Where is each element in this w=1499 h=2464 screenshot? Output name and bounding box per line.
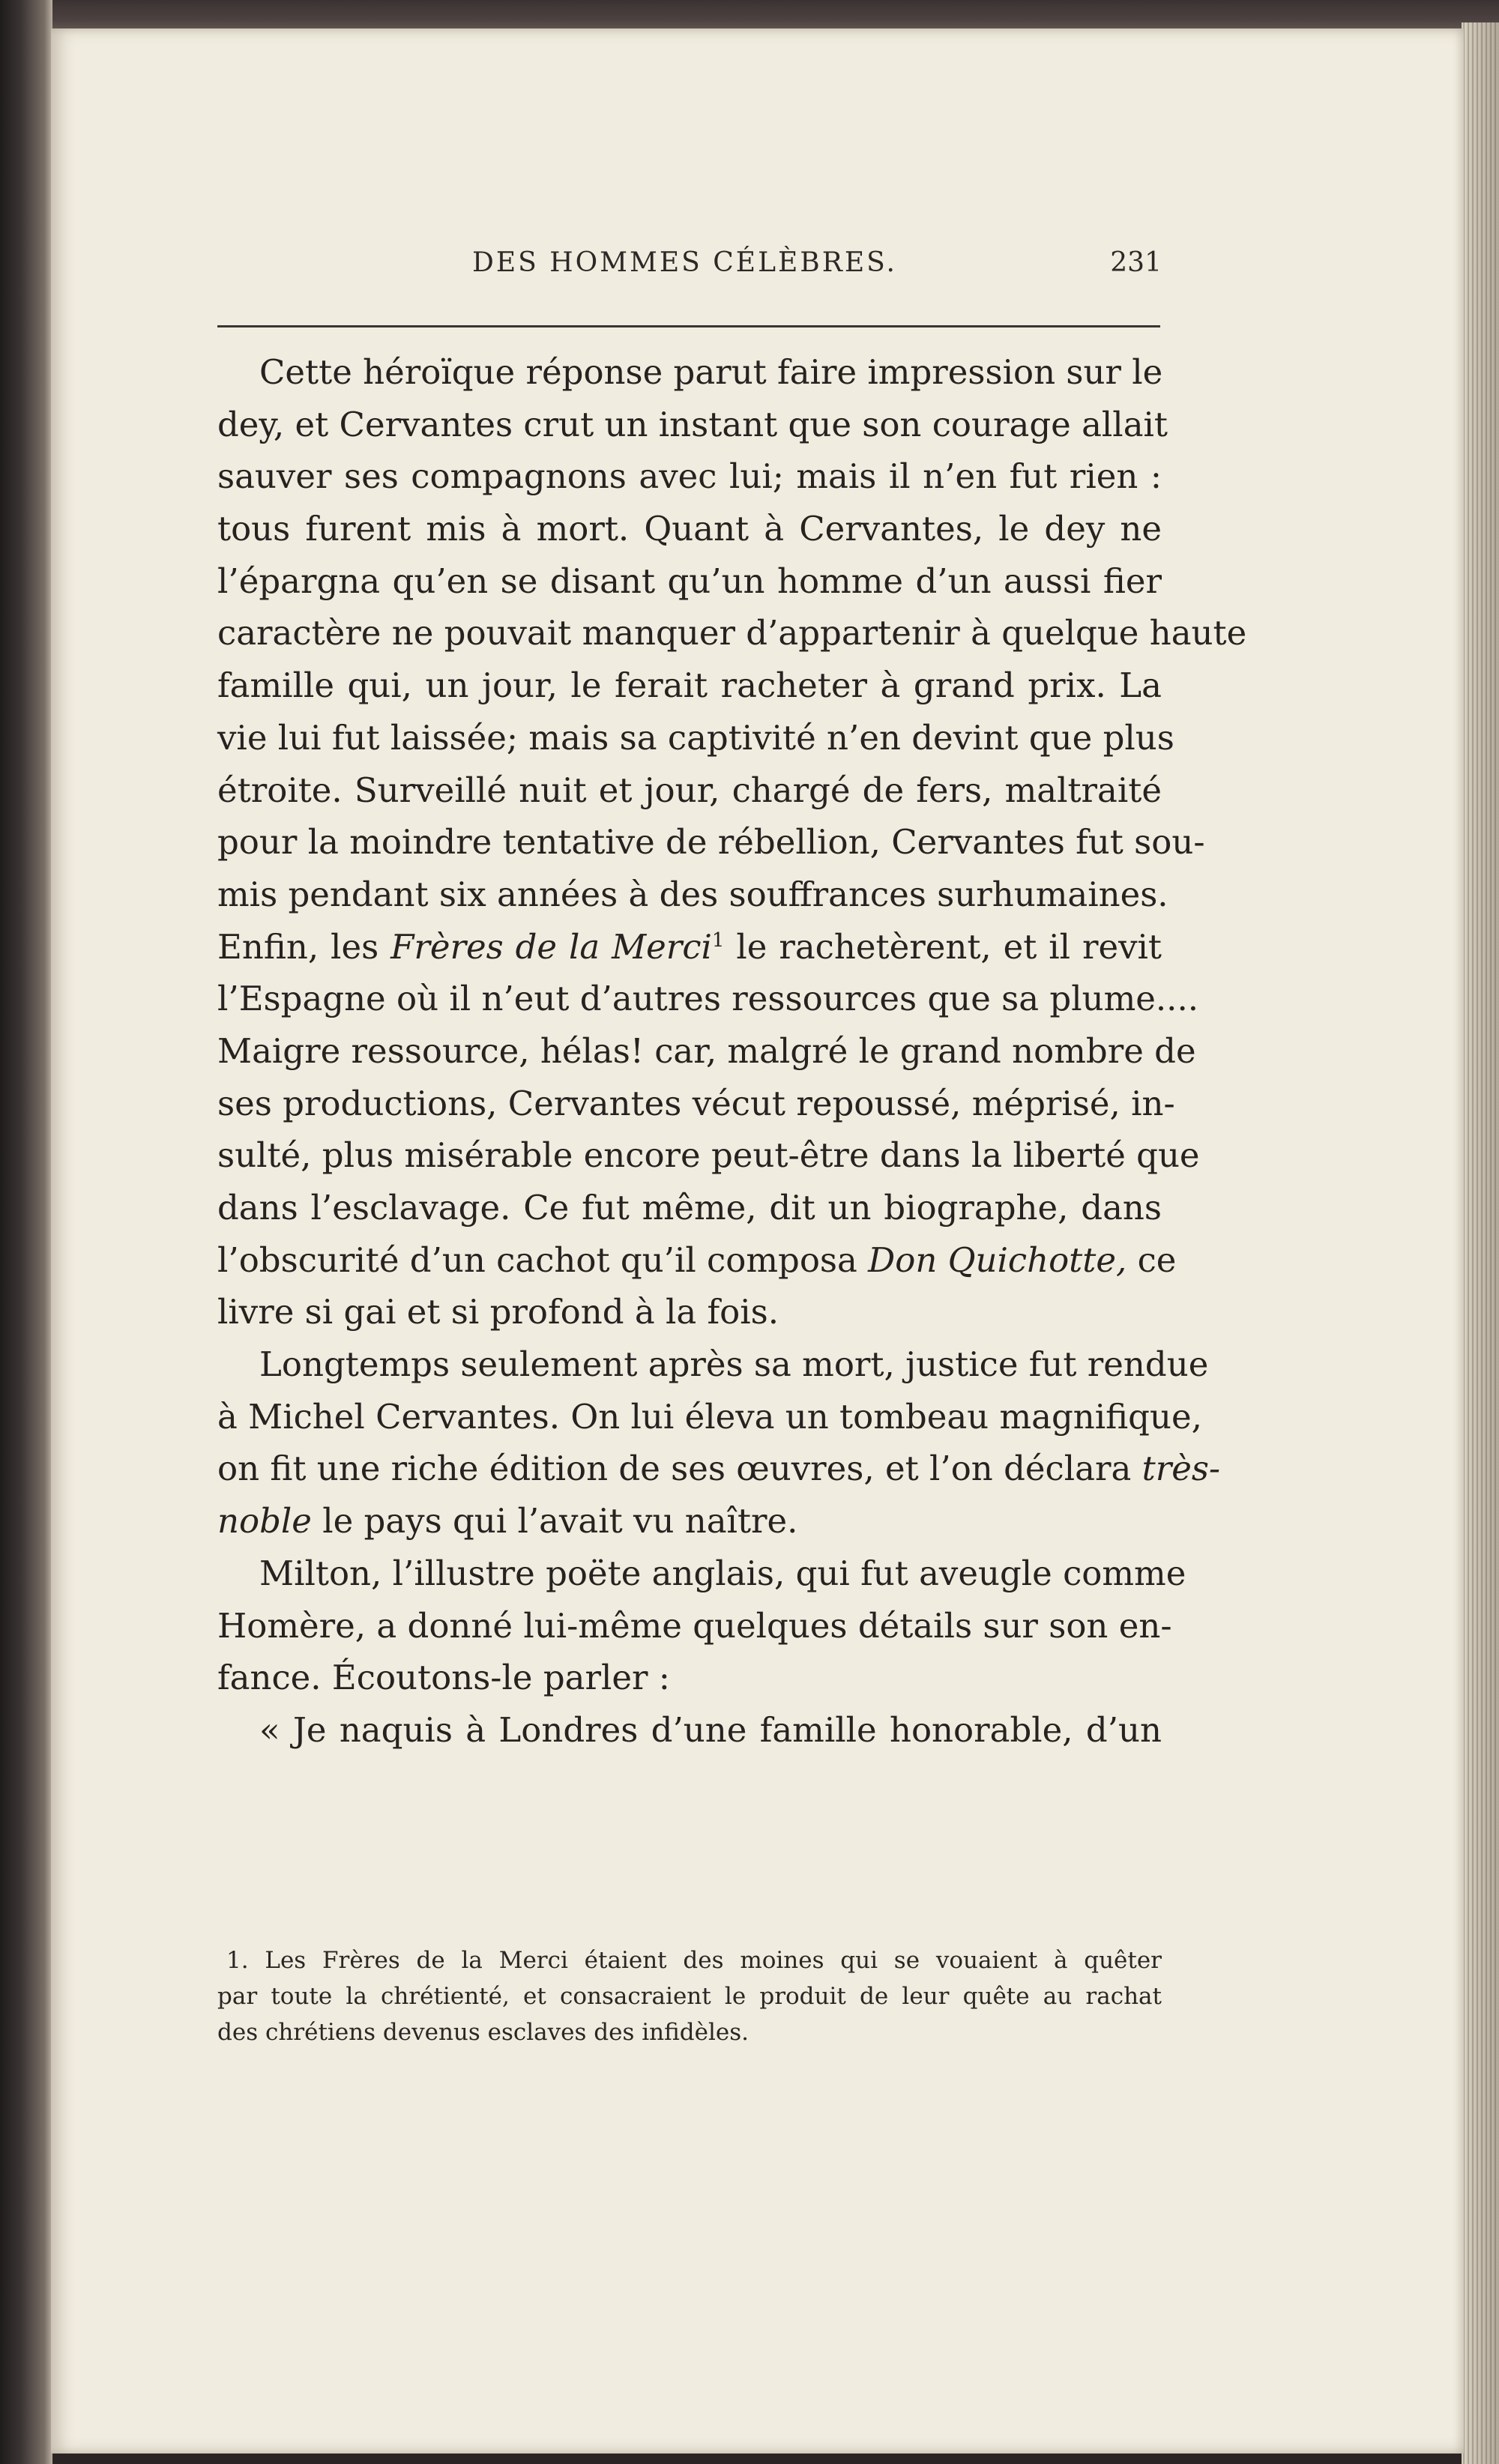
text-line: étroite. Surveillé nuit et jour, chargé de fers, maltraité bbox=[217, 770, 1162, 810]
text-line: caractère ne pouvait manquer d’appartenir à quelque haute bbox=[217, 613, 1247, 653]
text-line: dans l’esclavage. Ce fut même, dit un biographe, dans bbox=[217, 1188, 1162, 1228]
text-fragment: le pays qui l’avait vu naître. bbox=[322, 1501, 798, 1541]
page-edges bbox=[1462, 22, 1499, 2464]
text-line: « Je naquis à Londres d’une famille honorable, d’un bbox=[259, 1709, 1162, 1750]
text-line: livre si gai et si profond à la fois. bbox=[217, 1292, 779, 1332]
page-number: 231 bbox=[1110, 247, 1162, 278]
text-line: pour la moindre tentative de rébellion, Cervantes fut sou- bbox=[217, 822, 1205, 863]
text-line: Maigre ressource, hélas! car, malgré le grand nombre de bbox=[217, 1030, 1196, 1071]
left-cover-edge bbox=[0, 0, 52, 2464]
text-fragment: ce bbox=[1137, 1239, 1177, 1280]
running-head bbox=[217, 247, 1162, 292]
text-line: Homère, a donné lui-même quelques détails sur son en- bbox=[217, 1605, 1172, 1646]
text-fragment: l’obscurité d’un cachot qu’il composa bbox=[217, 1239, 857, 1280]
text-fragment: on fit une riche édition de ses œuvres, et l’on déclara bbox=[217, 1449, 1132, 1489]
italic-title: Frères de la Merci bbox=[390, 926, 712, 967]
text-line: Cette héroïque réponse parut faire impression sur le bbox=[259, 352, 1163, 392]
text-line bbox=[217, 1234, 1177, 1287]
text-line: vie lui fut laissée; mais sa captivité n’en devint que plus bbox=[217, 717, 1174, 758]
text-line: sulté, plus misérable encore peut-être dans la liberté que bbox=[217, 1135, 1200, 1176]
italic-word: noble bbox=[217, 1501, 312, 1541]
text-fragment: Enfin, les bbox=[217, 926, 379, 967]
running-title: DES HOMMES CÉLÈBRES. bbox=[472, 247, 897, 278]
text-line: ses productions, Cervantes vécut repoussé, méprisé, in- bbox=[217, 1083, 1175, 1123]
text-line: tous furent mis à mort. Quant à Cervantes, le dey ne bbox=[217, 509, 1162, 549]
text-line: l’épargna qu’en se disant qu’un homme d’un aussi fier bbox=[217, 561, 1162, 601]
footnote-line: des chrétiens devenus esclaves des infidèles. bbox=[217, 2019, 749, 2046]
text-line: mis pendant six années à des souffrances surhumaines. bbox=[217, 874, 1168, 914]
text-line: fance. Écoutons-le parler : bbox=[217, 1658, 670, 1698]
text-line: dey, et Cervantes crut un instant que son courage allait bbox=[217, 404, 1168, 444]
text-line bbox=[217, 921, 1162, 973]
body-text bbox=[217, 346, 1247, 1757]
footnote bbox=[217, 1942, 1162, 2050]
text-line: Milton, l’illustre poëte anglais, qui fut aveugle comme bbox=[259, 1553, 1186, 1593]
text-fragment: le rachetèrent, et il revit bbox=[736, 926, 1162, 967]
text-line: l’Espagne où il n’eut d’autres ressources que sa plume.... bbox=[217, 979, 1199, 1019]
italic-title: Don Quichotte, bbox=[868, 1239, 1127, 1280]
italic-word: très- bbox=[1141, 1449, 1221, 1489]
text-line: sauver ses compagnons avec lui; mais il n’en fut rien : bbox=[217, 456, 1162, 497]
text-line: à Michel Cervantes. On lui éleva un tombeau magnifique, bbox=[217, 1396, 1202, 1437]
text-line: famille qui, un jour, le ferait racheter à grand prix. La bbox=[217, 665, 1162, 706]
footnote-line: 1. Les Frères de la Merci étaient des moines qui se vouaient à quêter bbox=[226, 1947, 1162, 1974]
footnote-marker: 1 bbox=[711, 928, 725, 952]
text-line: Longtemps seulement après sa mort, justice fut rendue bbox=[259, 1344, 1209, 1385]
text-line bbox=[217, 1443, 1221, 1495]
text-line bbox=[217, 1495, 1162, 1547]
header-rule bbox=[217, 325, 1160, 327]
footnote-line: par toute la chrétienté, et consacraient le produit de leur quête au rachat bbox=[217, 1983, 1162, 2010]
